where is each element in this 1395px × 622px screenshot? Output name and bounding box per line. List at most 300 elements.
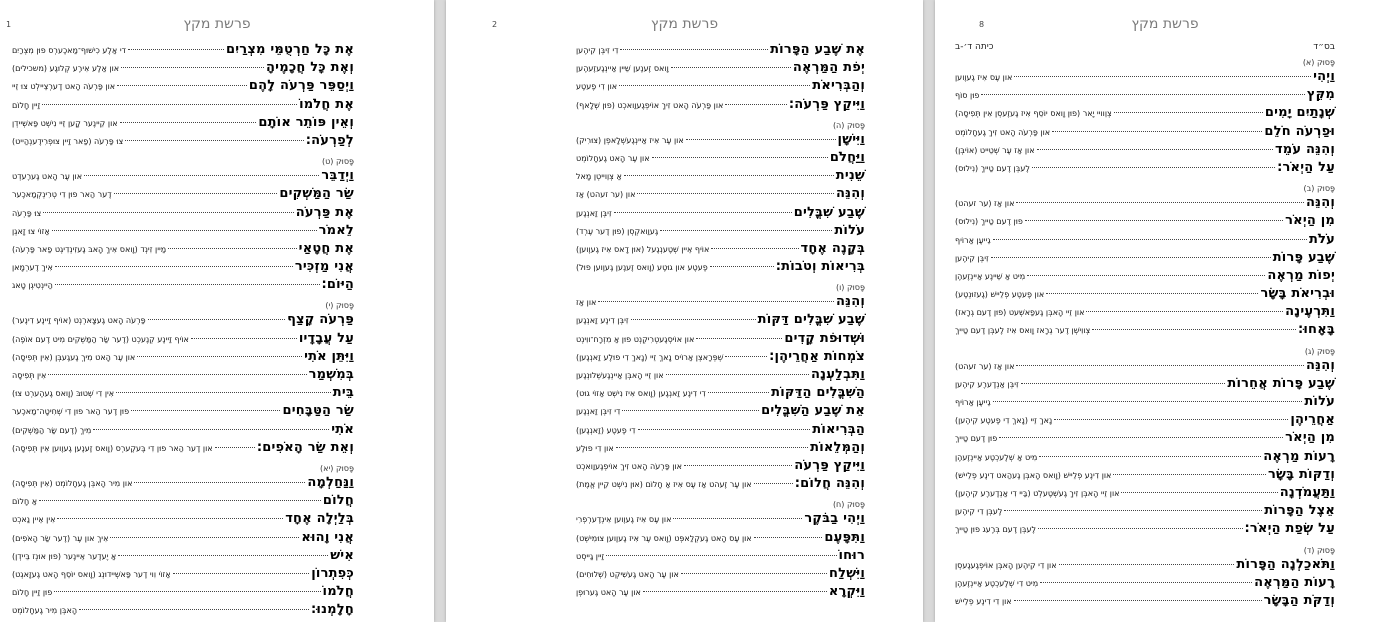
page-number: 1 (6, 20, 12, 29)
hebrew-phrase: מִן הַיְאֹר (1285, 213, 1335, 229)
translation-row (576, 349, 865, 367)
translation-row (12, 42, 354, 60)
yiddish-translation: אִין תְּפִיסָה (12, 371, 47, 380)
hebrew-phrase: אֶת כָּל חַרְטֻמֵּי מִצְרַיִם (226, 42, 354, 57)
translation-row (576, 42, 865, 60)
translation-row (576, 97, 865, 115)
page-header (955, 42, 1335, 52)
translation-row (955, 485, 1335, 503)
hebrew-phrase: וְהַמְּלֵאוֹת (810, 439, 865, 455)
yiddish-translation: צוּ פַּרְעֹה (פַאר זַיין צוּפְרִידֶענְהַייט) (12, 136, 124, 146)
dot-leader (684, 465, 792, 466)
hebrew-phrase: אֵת שֶׁבַע הַשִּׁבֳּלִים (761, 403, 865, 419)
translation-row (576, 205, 865, 223)
hebrew-phrase: רוּחוֹ (838, 547, 865, 563)
yiddish-translation: זִיבְּן קִיהֶען (955, 253, 989, 263)
translation-row (955, 124, 1335, 142)
translation-row (12, 530, 354, 548)
verse-label: פָּסוּק (ה) (832, 120, 865, 130)
dot-leader (1040, 582, 1252, 583)
page-title: פרשת מקץ (183, 16, 251, 32)
dot-leader (110, 537, 299, 538)
dot-leader (606, 555, 836, 556)
dot-leader (1027, 275, 1265, 276)
dot-leader (993, 239, 1307, 240)
hebrew-phrase: אֶת שֶׁבַע הַפָּרוֹת (770, 42, 865, 57)
dot-leader (1054, 419, 1288, 420)
verse-label: פָּסוּק (ו) (835, 283, 865, 293)
translation-row (576, 259, 865, 277)
dot-leader (116, 392, 331, 393)
yiddish-translation: און זֵיי הָאבְּן זִיךְ גֶעשְׁטֶעלְט (בַּיי דִי אַנְדֶערֶע קִיהֶען) (955, 488, 1120, 498)
dot-leader (48, 374, 306, 375)
hebrew-phrase: שַׂר הַמַּשְׁקִים (279, 186, 354, 202)
dot-leader (57, 518, 283, 519)
hebrew-phrase: בְּלַיְלָה אֶחָד (285, 511, 354, 527)
dot-leader (754, 537, 823, 538)
yiddish-translation: פוּן דֶעם טַייךְ (955, 434, 998, 444)
hebrew-phrase: וַיִּשְׁלַח (829, 565, 865, 581)
dot-leader (643, 591, 827, 592)
dot-leader (666, 374, 809, 375)
dot-leader (638, 429, 811, 430)
yiddish-translation: און עֶס אִיז גֶעוֶוען אִינְדֶערְפְרִי (576, 515, 672, 525)
hebrew-phrase: הַבְּרִיאוֹת (812, 421, 865, 437)
hebrew-phrase: יְפוֹת מַרְאֶה (1267, 267, 1335, 283)
verse-label: פָּסוּק (ח) (832, 500, 865, 510)
yiddish-translation: זַיין חָלוֹם (12, 100, 41, 110)
hebrew-phrase: וַיִּיקַץ פַּרְעֹה (794, 457, 865, 473)
dot-leader (173, 573, 310, 574)
hebrew-phrase: אַחֲרֵיהֶן (1290, 412, 1335, 428)
dot-leader (631, 319, 756, 320)
hebrew-phrase: כְּפִתְרוֹן (311, 565, 354, 581)
dot-leader (620, 49, 768, 50)
hebrew-phrase: שֵׁנִית (835, 168, 865, 184)
hebrew-phrase: וּפַרְעֹה חֹלֵם (1264, 123, 1335, 139)
hebrew-phrase: בְּרִיאוֹת וְטֹבוֹת: (775, 259, 865, 275)
translation-row (576, 241, 865, 259)
dot-leader (754, 483, 793, 484)
yiddish-translation: שְׁפְּרָאצְן אַרוֹיס נָאךְ זֵיי (נָאךְ דִי פוּלֶע זַאנְגֶען) (576, 352, 724, 362)
dot-leader (1014, 600, 1262, 601)
translation-row (12, 78, 354, 96)
yiddish-translation: און עֶס אִיז גֶעוֶוען (955, 73, 1013, 82)
yiddish-translation: אַ יֶעדֶער אֵיינֶער (פוּן אוּנְז בֵּיידְן) (12, 551, 117, 561)
verse-label: פָּסוּק (יא) (320, 463, 354, 473)
translation-row (955, 358, 1335, 376)
yiddish-translation: פֶעטֶע און גוּטֶע (וָואס זֶענֶען גֶעוֶוען פוּל) (576, 263, 708, 273)
hebrew-phrase: לְפַרְעֹה: (305, 132, 354, 148)
dot-leader (215, 447, 255, 448)
dot-leader (708, 392, 769, 393)
verse-label: פָּסוּק (ד) (1303, 545, 1335, 555)
hebrew-phrase: יְפֹת הַמַּרְאֶה (792, 60, 865, 76)
hebrew-phrase: וַיִּישָׁן (837, 131, 865, 147)
dot-leader (999, 437, 1283, 438)
translation-row (955, 557, 1335, 575)
document-page-3 (935, 0, 1395, 622)
yiddish-translation: לֶעבְּן דֶעם טַייךְ (נִילוּס) (955, 163, 1030, 173)
translation-row (955, 232, 1335, 250)
hebrew-phrase: אֲנִי וָהוּא (301, 529, 354, 545)
page-title: פרשת מקץ (1131, 16, 1199, 32)
translation-row (576, 60, 865, 78)
translation-row (12, 385, 354, 403)
dot-leader (1004, 510, 1262, 511)
yiddish-translation: פוּן זַיין חָלוֹם (12, 588, 53, 598)
hebrew-phrase: וּשְׁדוּפֹת קָדִים (784, 330, 865, 346)
translation-row (12, 241, 354, 259)
hebrew-phrase: וְאֵת שַׂר הָאֹפִים: (256, 439, 354, 455)
dot-leader (118, 555, 328, 556)
yiddish-translation: און דִי קִיהֶען הָאבְּן אוֹיפְגֶעגֶעסְן (955, 560, 1057, 570)
hebrew-phrase: עֹלֹת (1308, 231, 1335, 247)
translation-row (576, 132, 865, 150)
translation-row (576, 168, 865, 186)
translation-row (576, 566, 865, 584)
hebrew-phrase: וְהִנֵּה (1305, 195, 1335, 211)
hebrew-phrase: בְּמִשְׁמַר (308, 367, 354, 382)
translation-row (576, 476, 865, 494)
yiddish-translation: גֵייעֶן אַרוֹיף (955, 398, 991, 407)
dot-leader (637, 193, 834, 194)
hebrew-phrase: וְהַבְּרִיאֹת (812, 78, 865, 94)
translation-row (12, 60, 354, 78)
hebrew-phrase: שֶׁבַע פָּרוֹת (1272, 249, 1335, 265)
translation-row (576, 530, 865, 548)
translation-row (12, 566, 354, 584)
translation-row (576, 511, 865, 529)
yiddish-translation: נָאךְ זֵיי (נָאךְ דִי פֶעטֶע קִיהֶען) (955, 416, 1053, 426)
dot-leader (1038, 528, 1242, 529)
dot-leader (1052, 131, 1262, 132)
yiddish-translation: לֶעבְּן דֶעם בְּרֶעג פוּן טַייךְ (955, 525, 1037, 535)
yiddish-translation: אַ חָלוֹם (12, 497, 38, 507)
translation-row (12, 168, 354, 186)
translation-row (12, 584, 354, 602)
hebrew-phrase: וְדַקֹּת הַבָּשָׂר (1263, 592, 1335, 608)
yiddish-translation: און דֶער הַאר פוּן דִי בֶּעקֶערְס (וָואס זֶענֶען גֶעוֶוען אִין תְּפִיסָה) (12, 443, 213, 453)
translation-row (576, 458, 865, 476)
translation-row (576, 150, 865, 168)
translation-row (12, 223, 354, 241)
translation-row (12, 205, 354, 223)
hebrew-phrase: וְהִנֵּה חֲלוֹם: (794, 476, 865, 492)
dot-leader (43, 212, 294, 213)
yiddish-translation: הָאבְּן מִיר גֶעחָלוֹמְט (12, 606, 78, 616)
yiddish-translation: פוּן דֶער הַאר פוּן דִי שְׁחִיטָה־מַאכֶער (12, 407, 130, 417)
dot-leader (710, 266, 774, 267)
yiddish-translation: און זֵיי הָאבְּן אַיינְגֶעשְׁלוּנְגֶען (576, 371, 664, 380)
hebrew-phrase: הַיּוֹם: (321, 277, 354, 293)
dot-leader (134, 482, 305, 483)
translation-row (12, 602, 354, 620)
yiddish-translation: זִיבְּן דִינֶע זַאנְגֶען (576, 316, 629, 326)
translation-row (12, 312, 354, 330)
dot-leader (52, 230, 317, 231)
yiddish-translation: מַיין זִינְד (וָואס אִיךְ הָאבּ גֶעזִינְדִיגְט פַאר פַּרְעֹה) (12, 244, 167, 254)
yiddish-translation: און עֶר הָאט גֶעחָלוֹמְט (576, 153, 650, 163)
verse-label: פָּסוּק (א) (1302, 58, 1335, 67)
hebrew-phrase: וְהִנֵּה (1305, 357, 1335, 373)
hebrew-phrase: מִקֵּץ (1306, 87, 1335, 103)
yiddish-translation: און פַּרְעֹה הָאט זִיךְ אוֹיפְגֶעוַואכְט (פוּן שְׁלָאף) (576, 100, 724, 110)
translation-row (12, 403, 354, 421)
yiddish-translation: צְוֵוויי יָאר (פוּן וָואס יוֹסֵף אִיז גֶעזֶעסְן אִין תְּפִיסָה) (955, 109, 1112, 119)
translation-row (576, 403, 865, 421)
hebrew-phrase: מִן הַיְאֹר (1285, 430, 1335, 446)
dot-leader (121, 67, 264, 68)
translation-row (12, 259, 354, 277)
translation-row (12, 133, 354, 151)
translation-row (576, 548, 865, 566)
yiddish-translation: אוֹיף אֵיין שְׁטֶענְגֶעל (אוּן דָאס אִיז גֶעוֶוען) (576, 244, 710, 254)
translation-row (955, 160, 1335, 178)
dot-leader (1059, 564, 1235, 565)
dot-leader (614, 212, 792, 213)
hebrew-phrase: וַיְהִי בַבֹּקֶר (804, 511, 865, 527)
translation-row (955, 69, 1335, 87)
translation-row (12, 422, 354, 440)
yiddish-translation: און פֶעטֶע פְלֵיישׁ (גֶעזוּנְטֶע) (955, 290, 1045, 300)
hebrew-phrase: וְאֶת כָּל חֲכָמֶיהָ (266, 60, 354, 76)
hebrew-phrase: וְהִנֵּה עֹמֵד (1274, 141, 1335, 157)
dot-leader (55, 284, 320, 285)
hebrew-phrase: וַתֹּאכַלְנָה הַפָּרוֹת (1236, 556, 1335, 572)
yiddish-translation: מִיט אַ שֵׁיינֶע אַיינְזֶעהֶן (955, 271, 1026, 281)
yiddish-translation: לֶעבְּן דִי קִיהֶען (955, 507, 1003, 517)
dot-leader (652, 157, 828, 158)
dot-leader (624, 175, 834, 176)
hebrew-phrase: בֵּית (332, 385, 354, 401)
dot-leader (84, 175, 319, 176)
page-body (576, 42, 865, 622)
dot-leader (660, 230, 832, 231)
dot-leader (1114, 112, 1263, 113)
hebrew-phrase: וַיְסַפֵּר פַּרְעֹה לָהֶם (248, 78, 354, 94)
translation-row (955, 593, 1335, 611)
translation-row (955, 503, 1335, 521)
hebrew-phrase: בְּקָנֶה אֶחָד (800, 240, 865, 256)
dot-leader (1086, 311, 1283, 312)
hebrew-phrase: עַל הַיְאֹר: (1277, 159, 1335, 175)
hebrew-phrase: וַיִּקְרָא (828, 584, 865, 600)
yiddish-translation: צוּ פַּרְעֹה (12, 208, 42, 218)
dot-leader (117, 85, 247, 86)
dot-leader (673, 518, 802, 519)
translation-row (955, 195, 1335, 213)
yiddish-translation: און פַּרְעֹה הָאט זִיךְ אוֹיפְגֶעוַואכְט (576, 461, 682, 471)
dot-leader (1016, 202, 1304, 203)
yiddish-translation: און מִיר הָאבְּן גֶעחָלוֹמְט (אִין תְּפִיסָה) (12, 478, 133, 488)
translation-row (955, 521, 1335, 539)
dot-leader (125, 140, 303, 141)
translation-row (576, 584, 865, 602)
dot-leader (981, 94, 1304, 95)
verse-label: פָּסוּק (ט) (321, 157, 354, 167)
translation-row (12, 277, 354, 295)
translation-row (12, 97, 354, 115)
hebrew-phrase: וַיִּיקַץ פַּרְעֹה: (788, 96, 865, 112)
yiddish-translation: מִיךְ (דֶעם שַׂר הַמַּשְׁקִים) (12, 425, 92, 435)
hebrew-phrase: עֹלוֹת (1304, 394, 1335, 409)
hebrew-phrase: וְהִנֵּה (835, 294, 865, 310)
translation-row (955, 142, 1335, 160)
translation-row (955, 268, 1335, 286)
hebrew-phrase: אִישׁ (330, 547, 354, 563)
dot-leader (1121, 492, 1277, 493)
yiddish-translation: אִין אֵיין נַאכְט (12, 515, 56, 525)
document-page-2 (446, 0, 923, 622)
translation-row (12, 349, 354, 367)
dot-leader (131, 410, 280, 411)
dot-leader (42, 104, 297, 105)
yiddish-translation: פוּן סוֹף (955, 91, 980, 101)
dot-leader (54, 591, 320, 592)
dot-leader (93, 429, 329, 430)
dot-leader (725, 356, 767, 357)
dot-leader (616, 447, 808, 448)
yiddish-translation: און אַז (576, 298, 597, 308)
translation-row (576, 385, 865, 403)
yiddish-translation: און (ער זעהט) אַז (576, 190, 636, 200)
translation-row (955, 449, 1335, 467)
yiddish-translation: וָואס זֶענֶען שֵׁיין אַיינְגֶעזֶעהֶען (576, 64, 669, 74)
hebrew-phrase: וַנַּחַלְמָה (307, 474, 354, 490)
yiddish-translation: און עֶר הָאט גֶערֶעדְט (12, 172, 83, 182)
hebrew-phrase: פַּרְעֹה קָצַף (287, 312, 354, 328)
hebrew-phrase: וַתִּבְלַעְנָה (811, 367, 865, 382)
dot-leader (671, 67, 791, 68)
hebrew-phrase: רָעוֹת הַמַּרְאֶה (1254, 574, 1335, 590)
hebrew-phrase: וַיִּתֵּן אֹתִי (304, 348, 354, 364)
yiddish-translation: און אַז עֶר שְׁטֵייט (אוֹיבְּן) (955, 145, 1035, 155)
header-left-text: כיתה ד׳-ב (955, 42, 994, 52)
dot-leader (1032, 167, 1275, 168)
verse-label: פָּסוּק (ב) (1303, 184, 1335, 194)
yiddish-translation: און פַּרְעֹה הָאט דֶערְצֵיילְט צוּ זֵיי (12, 82, 116, 92)
translation-row (12, 511, 354, 529)
hebrew-phrase: עַל עֲבָדָיו (298, 330, 354, 346)
verse-label: פָּסוּק (ג) (1304, 346, 1335, 356)
translation-row (576, 367, 865, 385)
page-body (955, 42, 1335, 622)
translation-row (955, 304, 1335, 322)
dot-leader (79, 609, 309, 610)
translation-row (12, 115, 354, 133)
yiddish-translation: און עֶס הָאט גֶעקְלַאפְּט (וָואס עֶר אִיז גֶעוֶוען צוּמִישְׁט) (576, 533, 752, 543)
hebrew-phrase: אֶת חֲטָאַי (298, 240, 354, 256)
translation-row (955, 394, 1335, 412)
translation-row (12, 440, 354, 458)
dot-leader (128, 49, 224, 50)
translation-row (955, 250, 1335, 268)
translation-row (576, 312, 865, 330)
hebrew-phrase: וַיְדַבֵּר (321, 168, 354, 184)
dot-leader (1113, 474, 1266, 475)
yiddish-translation: אַ צְוֵוייטְן מָאל (576, 172, 622, 182)
yiddish-translation: און זֵיי הָאבְּן גֶעפַאשְׁעט (פוּן דֶעם גְרָאז) (955, 308, 1085, 318)
translation-row (576, 223, 865, 241)
hebrew-phrase: אֹתִי (331, 421, 354, 437)
yiddish-translation: און פַּרְעֹה הָאט זִיךְ גֶעחָלוֹמְט (955, 127, 1051, 137)
yiddish-translation: דִי פֶעטֶע (זַאנְגֶען) (576, 425, 636, 435)
hebrew-phrase: חֲלֹמוֹ (322, 584, 354, 600)
yiddish-translation: דִי זִיבְּן קִיהֶען (576, 46, 619, 55)
hebrew-phrase: שֶׁבַע שִׁבֳּלִים דַּקּוֹת (757, 312, 865, 328)
page-title: פרשת מקץ (650, 16, 719, 32)
dot-leader (1021, 383, 1226, 384)
hebrew-phrase: וְאֵין פּוֹתֵר אוֹתָם (258, 114, 354, 130)
dot-leader (55, 266, 293, 267)
yiddish-translation: מִיט אַ שְׁלֶעכְטֶע אַיינְזֶעהֶן (955, 452, 1038, 462)
dot-leader (1025, 220, 1283, 221)
yiddish-translation: און עֶר זֶעהט אַז עֶס אִיז אַ חָלוֹם (אוּן נִישְׁט קֵיין אֱמֶת) (576, 480, 752, 490)
yiddish-translation: און דִי פֶעטֶע (576, 82, 618, 92)
yiddish-translation: הַיינְטִיגְן טָאג (12, 281, 53, 291)
translation-row (955, 430, 1335, 448)
dot-leader (1037, 149, 1273, 150)
yiddish-translation: זִיבְּן זַאנְגֶען (576, 208, 612, 218)
yiddish-translation: און אַז (ער זעהט) (955, 199, 1015, 209)
hebrew-phrase: צֹמְחוֹת אַחֲרֵיהֶן: (769, 348, 865, 364)
hebrew-phrase: אֶת פַּרְעֹה (295, 204, 354, 220)
translation-row (955, 467, 1335, 485)
translation-row (12, 475, 354, 493)
header-right-text: בס״ד (1313, 42, 1335, 52)
translation-row (955, 322, 1335, 340)
dot-leader (725, 104, 786, 105)
verse-label: פָּסוּק (י) (325, 301, 354, 311)
translation-row (576, 186, 865, 204)
dot-leader (114, 193, 278, 194)
yiddish-translation: דִי דִינֶע זַאנְגֶען (וָואס אִיז נִישְׁט אַזוֹי גוּט) (576, 389, 706, 399)
translation-row (12, 548, 354, 566)
yiddish-translation: און דִי פוּלֶע (576, 443, 614, 453)
yiddish-translation: און קֵיינֶער קָען זֵיי נִישְׁט פַּאשְׁיידְן (12, 118, 118, 128)
dot-leader (993, 401, 1303, 402)
hebrew-phrase: וַתִּפָּעֶם (824, 529, 865, 545)
dot-leader (619, 85, 810, 86)
dot-leader (137, 356, 302, 357)
dot-leader (622, 410, 759, 411)
translation-row (955, 376, 1335, 394)
hebrew-phrase: וְהִנֵּה (835, 186, 865, 202)
page-number: 8 (979, 20, 985, 29)
hebrew-phrase: אֲנִי מַזְכִּיר (294, 259, 354, 275)
yiddish-translation: און אוֹיסְגֶעטְרִיקְנְט פוּן אַ מִזְרָח־ווִינְט (576, 334, 695, 344)
translation-row (12, 331, 354, 349)
translation-row (955, 87, 1335, 105)
yiddish-translation: און עֶר הָאט מִיךְ גֶעגֶעבְּן (אִין תְּפִיסָה) (12, 352, 136, 362)
dot-leader (1039, 456, 1261, 457)
dot-leader (1092, 329, 1296, 330)
yiddish-translation: פַּרְעֹה הָאט גֶעצָארְנְט (אוֹיף זַיינֶע דִינֶער) (12, 316, 146, 326)
dot-leader (711, 248, 798, 249)
hebrew-phrase: שֶׁבַע פָּרוֹת אֲחֵרוֹת (1227, 375, 1335, 391)
hebrew-phrase: עַל שְׂפַת הַיְאֹר: (1244, 521, 1335, 537)
hebrew-phrase: וַיַּחֲלֹם (829, 149, 865, 165)
hebrew-phrase: וְדַקּוֹת בָּשָׂר (1268, 466, 1335, 482)
yiddish-translation: די אַלֶע כִישׁוּף־מַאכֶערְס פוּן מִצְרַיִם (12, 46, 126, 55)
yiddish-translation: גֶעוַואקְסְן (פוּן דֶער עֶרְד) (576, 226, 659, 236)
hebrew-phrase: שֶׁבַע שִׁבֳּלִים (793, 204, 865, 220)
translation-row (576, 331, 865, 349)
dot-leader (681, 573, 827, 574)
dot-leader (686, 139, 836, 140)
dot-leader (148, 319, 285, 320)
